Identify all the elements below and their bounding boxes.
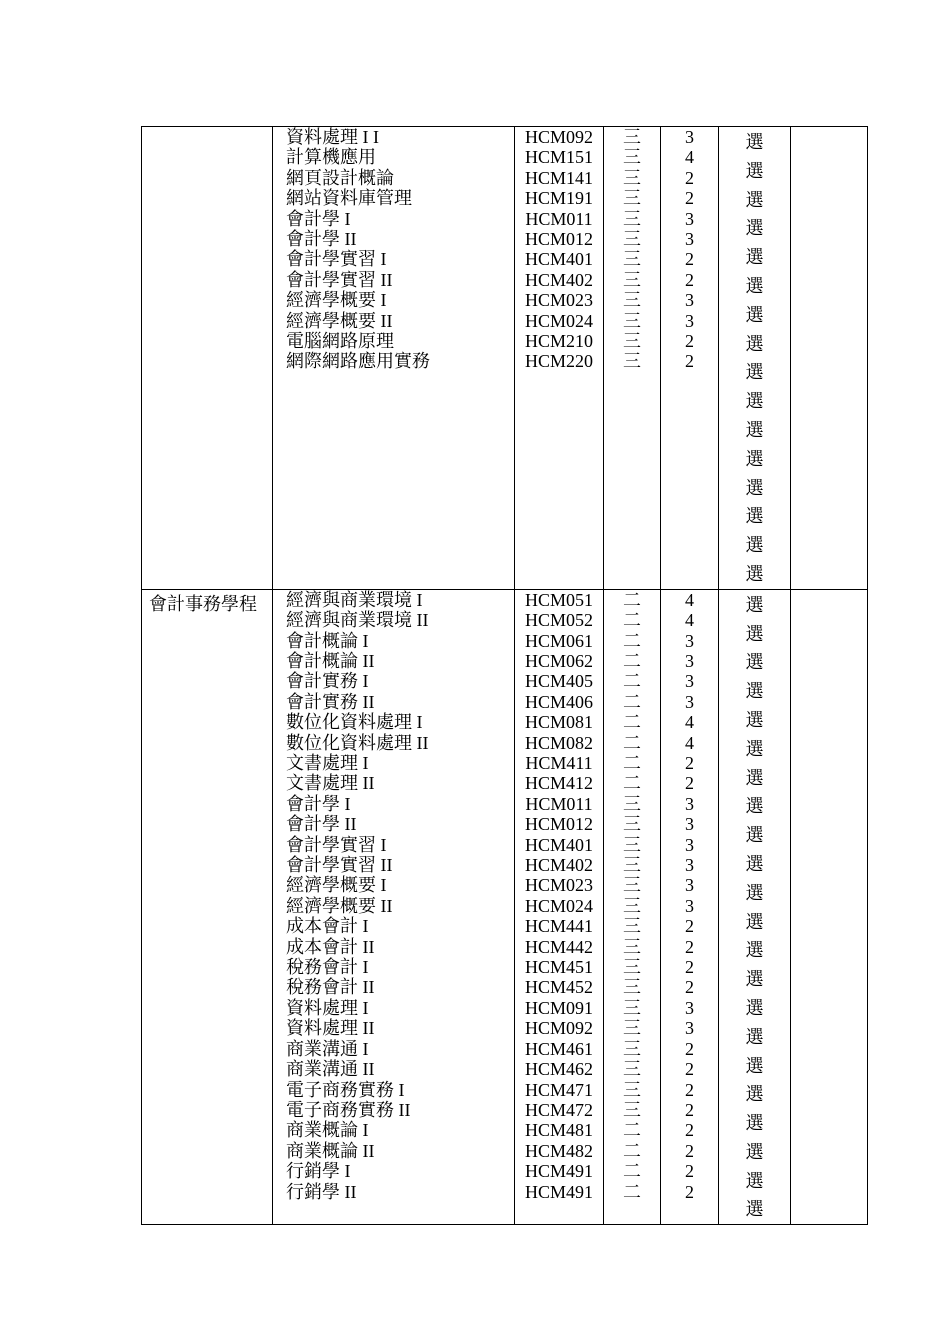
- credit: 2: [685, 1140, 694, 1161]
- course-code: HCM441: [524, 916, 593, 937]
- course-type: 選: [745, 594, 764, 615]
- credit-cell: [661, 127, 719, 590]
- course-type: 選: [745, 652, 764, 673]
- course-code: HCM024: [524, 895, 593, 916]
- grade: 三: [623, 147, 641, 168]
- credit: 3: [685, 855, 694, 876]
- grade: 三: [623, 936, 641, 957]
- course-name: 電子商務實務 I: [286, 1079, 405, 1100]
- course-type: 選: [745, 333, 764, 354]
- course-name: 會計學實習 I: [286, 249, 387, 270]
- course-code: HCM461: [524, 1038, 593, 1059]
- grade: 二: [623, 589, 641, 610]
- course-name: 稅務會計 II: [286, 977, 375, 998]
- program-cell: 會計事務學程: [142, 589, 273, 1225]
- grade: 二: [623, 773, 641, 794]
- course-type: 選: [745, 681, 764, 702]
- course-code: HCM462: [524, 1059, 593, 1080]
- course-code: HCM061: [524, 630, 593, 651]
- grade: 三: [623, 895, 641, 916]
- course-type: 選: [745, 623, 764, 644]
- course-type: 選: [745, 1141, 764, 1162]
- grade: 二: [623, 732, 641, 753]
- credit: 2: [685, 773, 694, 794]
- credit: 3: [685, 834, 694, 855]
- grade: 三: [623, 188, 641, 209]
- course-name: 數位化資料處理 I: [286, 712, 423, 733]
- credit: 3: [685, 691, 694, 712]
- grade: 二: [623, 1161, 641, 1182]
- grade: 三: [623, 1018, 641, 1039]
- course-code: HCM091: [524, 997, 593, 1018]
- grade: 二: [623, 650, 641, 671]
- grade: 三: [623, 167, 641, 188]
- course-code: HCM452: [524, 977, 593, 998]
- grade: 三: [623, 229, 641, 250]
- credit: 3: [685, 895, 694, 916]
- grade: 二: [623, 1140, 641, 1161]
- course-code: HCM406: [524, 691, 593, 712]
- grade: 三: [623, 1059, 641, 1080]
- course-type: 選: [745, 1113, 764, 1134]
- course-name: 經濟學概要 I: [286, 290, 387, 311]
- course-code: HCM411: [525, 753, 593, 773]
- course-type: 選: [745, 882, 764, 903]
- course-name: 會計實務 II: [286, 691, 375, 712]
- grade: 三: [623, 249, 641, 270]
- credit: 3: [685, 630, 694, 651]
- grade: 三: [623, 290, 641, 311]
- course-type: 選: [745, 997, 764, 1018]
- credit: 4: [685, 610, 694, 631]
- course-code: HCM081: [524, 712, 593, 733]
- grade: 三: [623, 855, 641, 876]
- credit: 4: [685, 712, 694, 733]
- course-type: 選: [745, 132, 764, 152]
- course-name-cell: [273, 589, 515, 1225]
- course-code: HCM405: [524, 671, 593, 692]
- credit: 2: [685, 1181, 694, 1202]
- course-table: [141, 126, 868, 1225]
- course-code: HCM481: [524, 1120, 593, 1141]
- credit: 3: [685, 208, 694, 229]
- course-type: 選: [745, 767, 764, 788]
- grade: 二: [623, 691, 641, 712]
- credit-cell: [661, 589, 719, 1225]
- course-type: 選: [745, 969, 764, 990]
- course-type: 選: [745, 1055, 764, 1076]
- course-type: 選: [745, 160, 764, 181]
- course-name: 文書處理 II: [286, 773, 375, 794]
- course-type: 選: [745, 506, 764, 527]
- credit: 2: [685, 977, 694, 998]
- credit: 2: [685, 1059, 694, 1080]
- course-name: 會計實務 I: [286, 671, 369, 692]
- course-name: 會計學 I: [286, 793, 351, 814]
- course-code: HCM451: [524, 957, 593, 978]
- course-code: HCM191: [524, 188, 593, 209]
- course-type: 選: [745, 419, 764, 440]
- course-type: 選: [745, 1084, 764, 1105]
- course-code: HCM012: [524, 229, 593, 250]
- course-type: 選: [745, 1026, 764, 1047]
- grade: 二: [623, 671, 641, 692]
- credit: 3: [685, 650, 694, 671]
- course-code: HCM491: [524, 1181, 593, 1202]
- course-type: 選: [745, 362, 764, 383]
- course-type: 選: [745, 218, 764, 239]
- course-name: 電腦網路原理: [286, 331, 394, 352]
- course-code: HCM011: [525, 793, 593, 814]
- credit: 4: [685, 589, 694, 610]
- course-code: HCM402: [524, 269, 593, 290]
- note-cell: [791, 127, 868, 590]
- credit: 2: [685, 188, 694, 209]
- course-name: 商業概論 II: [286, 1140, 375, 1161]
- course-name: 行銷學 II: [286, 1181, 357, 1202]
- course-code: HCM023: [524, 290, 593, 311]
- course-code: HCM401: [524, 249, 593, 270]
- course-type: 選: [745, 911, 764, 932]
- course-code: HCM141: [524, 167, 593, 188]
- course-type: 選: [745, 448, 764, 469]
- course-code: HCM012: [524, 814, 593, 835]
- course-type: 選: [745, 535, 764, 556]
- credit: 3: [685, 229, 694, 250]
- grade: 三: [623, 351, 641, 372]
- credit: 3: [685, 290, 694, 311]
- credit: 2: [685, 957, 694, 978]
- course-name: 網際網路應用實務: [286, 351, 430, 372]
- credit: 3: [685, 997, 694, 1018]
- course-code: HCM011: [525, 208, 593, 229]
- course-code: HCM482: [524, 1140, 593, 1161]
- course-code: HCM024: [524, 310, 593, 331]
- course-name: 成本會計 II: [286, 936, 375, 957]
- credit: 3: [685, 671, 694, 692]
- course-code: HCM210: [524, 331, 593, 352]
- course-code: HCM052: [524, 610, 593, 631]
- grade: 二: [623, 1181, 641, 1202]
- course-name: 行銷學 I: [286, 1161, 351, 1182]
- grade: 三: [623, 310, 641, 331]
- grade: 三: [623, 1079, 641, 1100]
- grade: 二: [623, 610, 641, 631]
- credit: 2: [685, 1161, 694, 1182]
- grade: 三: [623, 957, 641, 978]
- course-code: HCM491: [524, 1161, 593, 1182]
- credit: 3: [685, 875, 694, 896]
- credit: 2: [685, 753, 694, 773]
- course-code: HCM471: [524, 1079, 593, 1100]
- credit: 2: [685, 1120, 694, 1141]
- credit: 3: [685, 310, 694, 331]
- course-name: 電子商務實務 II: [286, 1099, 411, 1120]
- course-name: 會計學實習 II: [286, 269, 393, 290]
- grade: 三: [623, 1038, 641, 1059]
- course-type-cell: [719, 589, 791, 1225]
- course-code: HCM023: [524, 875, 593, 896]
- course-type: 選: [745, 853, 764, 874]
- course-name: 經濟學概要 II: [286, 310, 393, 331]
- course-code: HCM082: [524, 732, 593, 753]
- credit: 3: [685, 814, 694, 835]
- course-code: HCM220: [524, 351, 593, 372]
- credit: 2: [685, 1099, 694, 1120]
- course-code: HCM442: [524, 936, 593, 957]
- course-code-cell: [515, 127, 604, 590]
- course-type: 選: [745, 825, 764, 846]
- course-type: 選: [745, 563, 764, 584]
- course-name: 成本會計 I: [286, 916, 369, 937]
- credit: 2: [685, 351, 694, 372]
- grade: 三: [623, 793, 641, 814]
- credit: 2: [685, 331, 694, 352]
- course-name: 會計學 I: [286, 208, 351, 229]
- grade: 三: [623, 269, 641, 290]
- credit: 3: [685, 127, 694, 147]
- course-name: 網站資料庫管理: [286, 188, 412, 209]
- course-name: 商業概論 I: [286, 1120, 369, 1141]
- grade: 三: [623, 814, 641, 835]
- credit: 2: [685, 249, 694, 270]
- note-cell: [791, 589, 868, 1225]
- grade: 三: [623, 331, 641, 352]
- course-code: HCM472: [524, 1099, 593, 1120]
- course-code: HCM092: [524, 1018, 593, 1039]
- course-code: HCM151: [524, 147, 593, 168]
- grade: 二: [623, 1120, 641, 1141]
- course-name: 稅務會計 I: [286, 957, 369, 978]
- grade: 二: [623, 753, 641, 773]
- grade: 三: [623, 1099, 641, 1120]
- grade: 三: [623, 977, 641, 998]
- grade-cell: [604, 589, 661, 1225]
- course-name: 會計學實習 II: [286, 855, 393, 876]
- course-type: 選: [745, 247, 764, 268]
- grade: 三: [623, 875, 641, 896]
- course-name-cell: [273, 127, 515, 590]
- credit: 3: [685, 793, 694, 814]
- course-code-cell: [515, 589, 604, 1225]
- course-name: 經濟與商業環境 II: [286, 610, 429, 631]
- course-name: 經濟與商業環境 I: [286, 589, 423, 610]
- grade: 三: [623, 997, 641, 1018]
- credit: 2: [685, 1079, 694, 1100]
- course-code: HCM402: [524, 855, 593, 876]
- course-type: 選: [745, 275, 764, 296]
- grade: 二: [623, 630, 641, 651]
- course-type: 選: [745, 796, 764, 817]
- course-type: 選: [745, 738, 764, 759]
- grade: 三: [623, 127, 641, 147]
- course-name: 會計學實習 I: [286, 834, 387, 855]
- course-name: 資料處理 I I: [286, 127, 379, 147]
- course-name: 網頁設計概論: [286, 167, 394, 188]
- course-type: 選: [745, 189, 764, 210]
- course-type: 選: [745, 304, 764, 325]
- credit: 2: [685, 916, 694, 937]
- credit: 4: [685, 732, 694, 753]
- course-name: 經濟學概要 I: [286, 875, 387, 896]
- course-code: HCM092: [524, 127, 593, 147]
- course-type: 選: [745, 1170, 764, 1191]
- course-code: HCM051: [524, 589, 593, 610]
- course-name: 數位化資料處理 II: [286, 732, 429, 753]
- grade: 二: [623, 712, 641, 733]
- credit: 3: [685, 1018, 694, 1039]
- course-name: 商業溝通 II: [286, 1059, 375, 1080]
- course-type: 選: [745, 477, 764, 498]
- course-type: 選: [745, 940, 764, 961]
- credit: 2: [685, 269, 694, 290]
- credit: 2: [685, 936, 694, 957]
- grade: 三: [623, 834, 641, 855]
- grade: 三: [623, 916, 641, 937]
- course-type: 選: [745, 391, 764, 412]
- course-type: 選: [745, 1199, 764, 1220]
- table-row: [142, 127, 868, 590]
- credit: 2: [685, 1038, 694, 1059]
- grade: 三: [623, 208, 641, 229]
- course-name: 計算機應用: [286, 147, 376, 168]
- course-name: 文書處理 I: [286, 753, 369, 773]
- course-name: 資料處理 II: [286, 1018, 375, 1039]
- course-name: 會計學 II: [286, 814, 357, 835]
- course-code: HCM401: [524, 834, 593, 855]
- course-type-cell: [719, 127, 791, 590]
- credit: 2: [685, 167, 694, 188]
- course-name: 會計概論 II: [286, 650, 375, 671]
- program-cell: [142, 127, 273, 590]
- course-name: 會計概論 I: [286, 630, 369, 651]
- course-code: HCM412: [524, 773, 593, 794]
- course-name: 資料處理 I: [286, 997, 369, 1018]
- course-name: 經濟學概要 II: [286, 895, 393, 916]
- table-row: [142, 589, 868, 1225]
- grade-cell: [604, 127, 661, 590]
- course-code: HCM062: [524, 650, 593, 671]
- course-type: 選: [745, 709, 764, 730]
- credit: 4: [685, 147, 694, 168]
- course-name: 商業溝通 I: [286, 1038, 369, 1059]
- course-name: 會計學 II: [286, 229, 357, 250]
